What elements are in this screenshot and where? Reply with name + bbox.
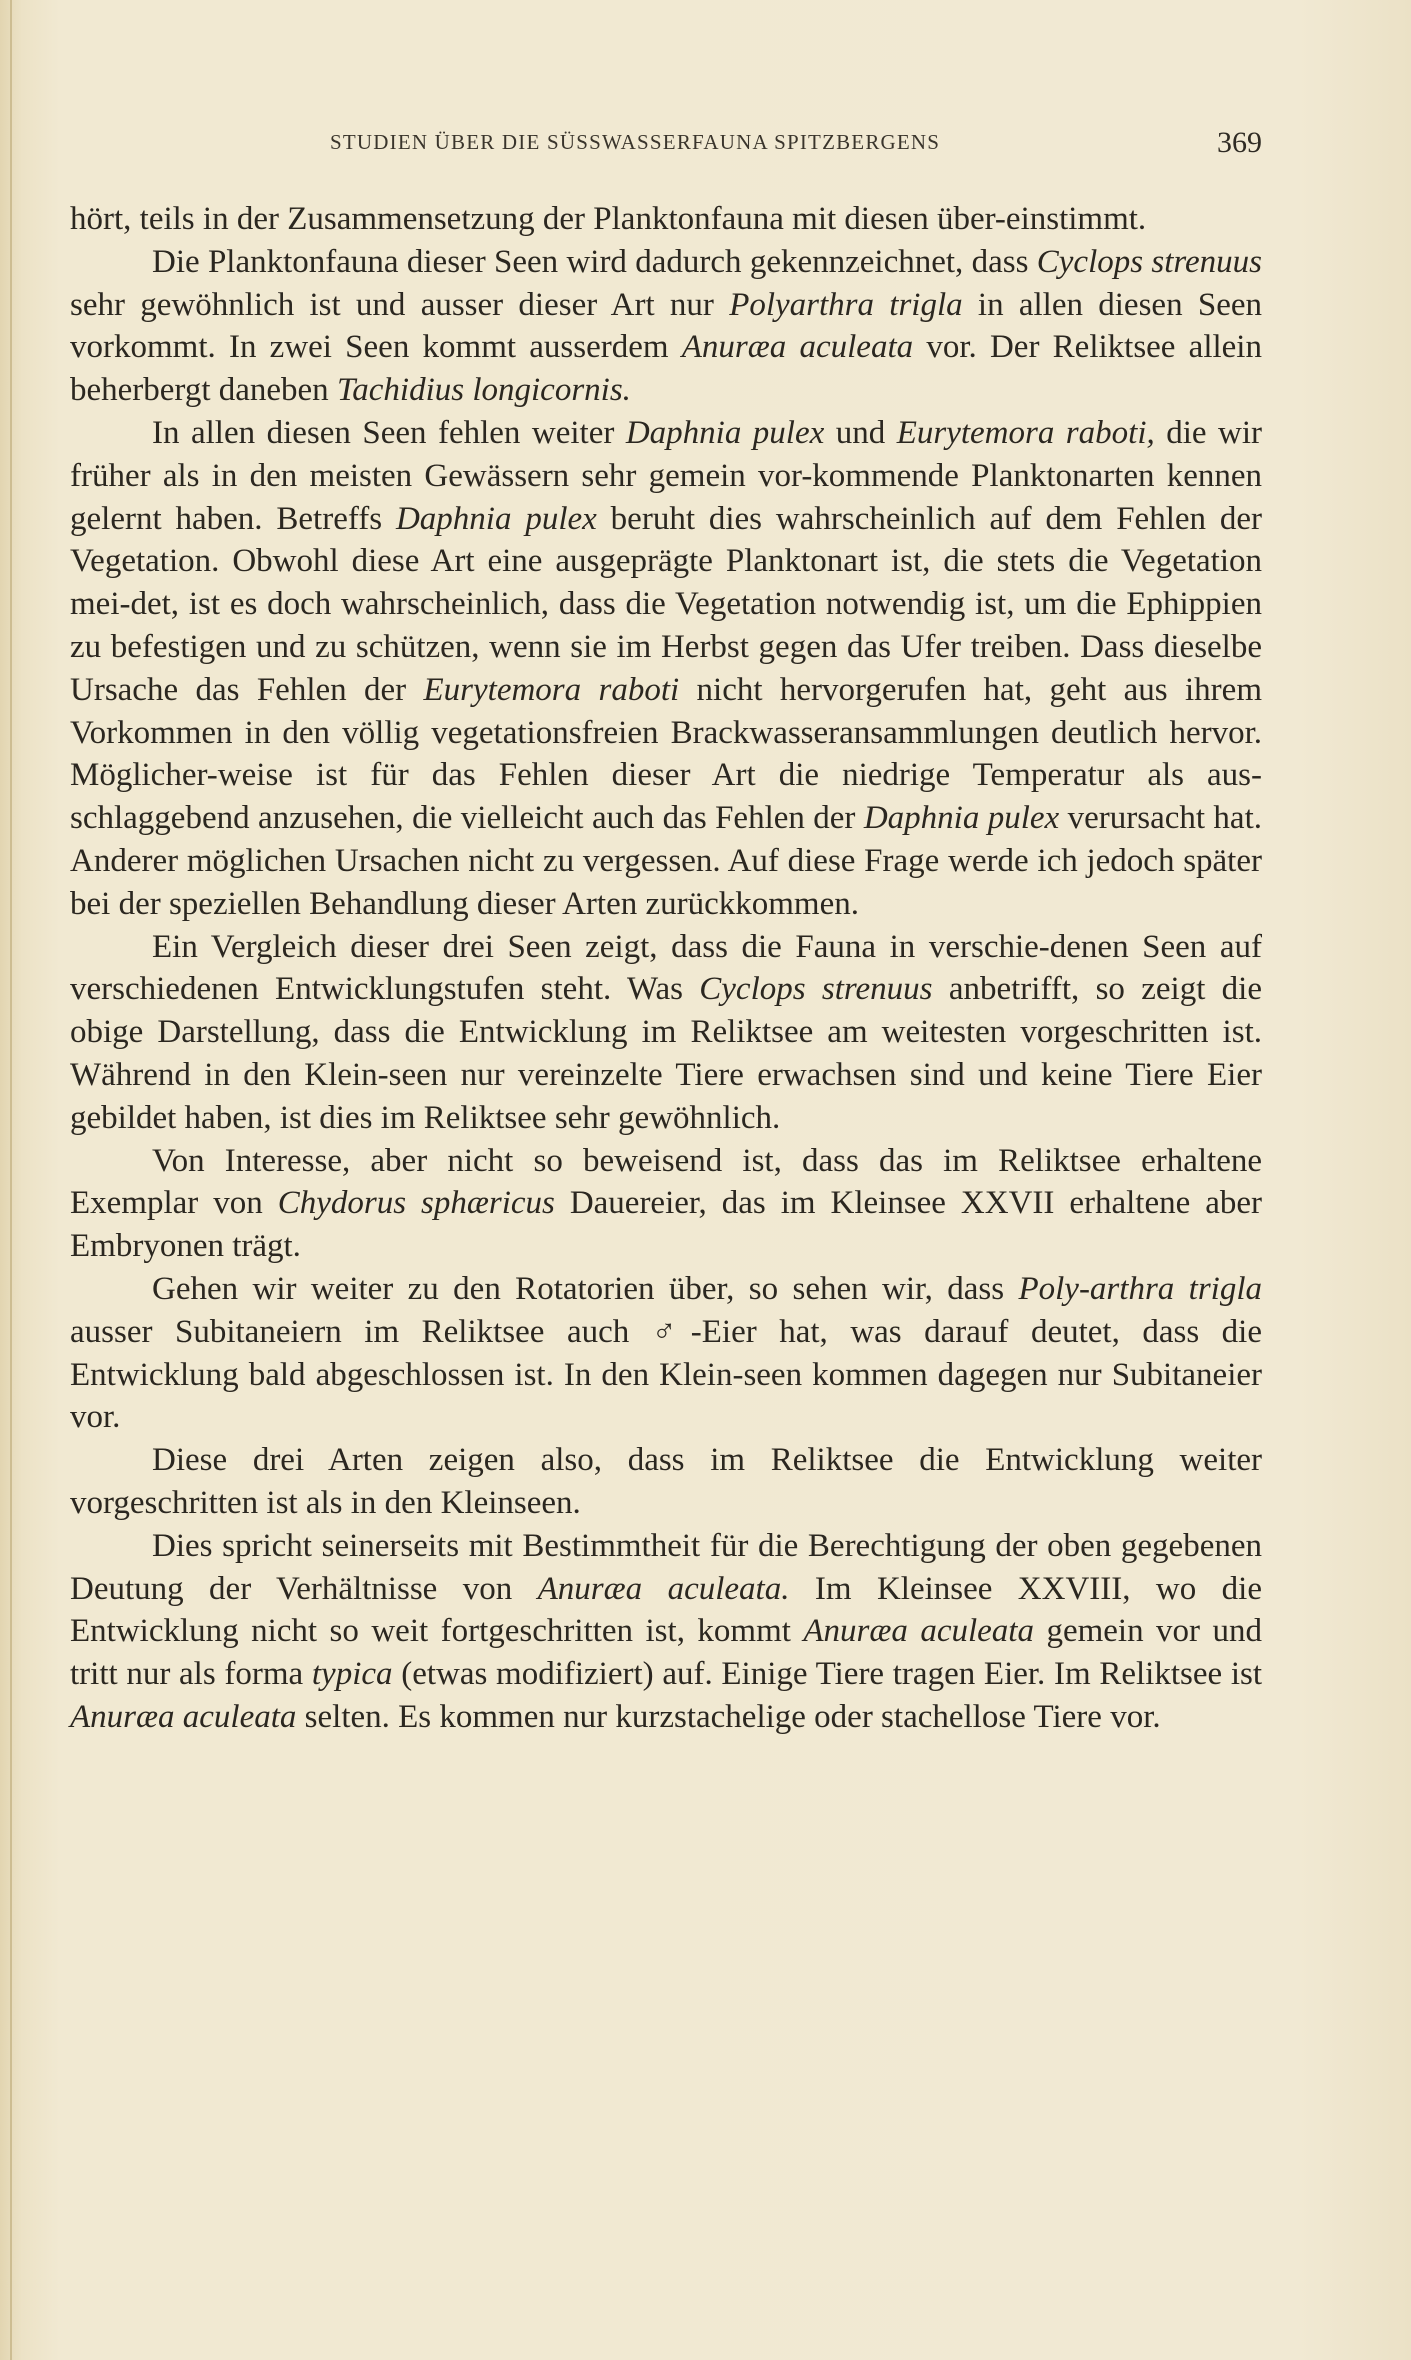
text-run: Ein Vergleich dieser drei Seen zeigt, dass die Fauna in verschie-denen Seen auf verschiedenen Entwicklungstufen steht. Was bbox=[70, 928, 1262, 1008]
species-name: Chydorus sphæricus bbox=[277, 1185, 555, 1222]
text-run: Gehen wir weiter zu den Rotatorien über, so sehen wir, dass bbox=[152, 1270, 1019, 1307]
species-name: Daphnia pulex bbox=[863, 800, 1060, 837]
body-text bbox=[70, 198, 1262, 1739]
text-run: sehr gewöhnlich ist und ausser dieser Art nur bbox=[70, 286, 730, 323]
running-title: STUDIEN ÜBER DIE SÜSSWASSERFAUNA SPITZBERGENS bbox=[330, 130, 941, 154]
paragraph bbox=[70, 1268, 1262, 1439]
text-run: Von Interesse, aber nicht so beweisend ist, dass das im Reliktsee erhaltene Exemplar von bbox=[70, 1142, 1262, 1222]
text-run: nicht hervorgerufen hat, geht aus ihrem Vorkommen in den völlig vegetationsfreien Brackwasseransammlungen deutlich hervor. Möglicher-weise ist für das Fehlen dieser Art die niedrige Temperatur als aus-schlaggebend anzusehen, die vielleicht auch das Fehlen der bbox=[70, 671, 1262, 837]
species-name: Daphnia pulex bbox=[625, 414, 825, 451]
text-run: Diese drei Arten zeigen also, dass im Reliktsee die Entwicklung weiter vorgeschritten ist als in den Kleinseen. bbox=[70, 1442, 1262, 1521]
text-run: anbetrifft, so zeigt die obige Darstellung, dass die Entwicklung im Reliktsee am weitesten vorgeschritten ist. Während in den Klein-seen nur vereinzelte Tiere erwachsen sind und keine Tiere Eier gebildet haben, ist dies im Reliktsee sehr gewöhnlich. bbox=[70, 971, 1262, 1136]
species-name: Eurytemora raboti, bbox=[896, 414, 1155, 451]
paragraph bbox=[70, 412, 1262, 926]
text-run: gemein vor und tritt nur als forma bbox=[70, 1613, 1262, 1693]
species-name: Daphnia pulex bbox=[395, 500, 597, 537]
species-name: typica bbox=[311, 1656, 393, 1693]
page-header bbox=[70, 126, 1262, 166]
text-run: hört, teils in der Zusammensetzung der Planktonfauna mit diesen über-einstimmt. bbox=[70, 201, 1147, 237]
paragraph bbox=[70, 926, 1262, 1140]
text-run: ausser Subitaneiern im Reliktsee auch ♂-Eier hat, was darauf deutet, dass die Entwicklung bald abgeschlossen ist. In den Klein-seen kommen dagegen nur Subitaneier vor. bbox=[70, 1313, 1262, 1436]
text-run: Dauereier, das im Kleinsee XXVII erhaltene aber Embryonen trägt. bbox=[70, 1185, 1262, 1265]
species-name: Polyarthra trigla bbox=[729, 286, 963, 323]
text-run: Dies spricht seinerseits mit Bestimmtheit für die Berechtigung der oben gegebenen Deutung der Verhältnisse von bbox=[70, 1527, 1262, 1607]
text-run: In allen diesen Seen fehlen weiter bbox=[152, 414, 626, 451]
text-run: Die Planktonfauna dieser Seen wird dadurch gekennzeichnet, dass bbox=[152, 243, 1037, 280]
species-name: Anuræa aculeata bbox=[803, 1613, 1034, 1650]
species-name: Cyclops strenuus bbox=[1036, 243, 1263, 280]
species-name: Anuræa aculeata bbox=[70, 1698, 297, 1735]
text-run: vor. Der Reliktsee allein beherbergt daneben bbox=[70, 329, 1262, 409]
species-name: Poly-arthra trigla bbox=[1018, 1270, 1262, 1307]
paragraph bbox=[70, 1525, 1262, 1739]
text-run: (etwas modifiziert) auf. Einige Tiere tragen Eier. Im Reliktsee ist bbox=[392, 1656, 1263, 1693]
text-run: verursacht hat. Anderer möglichen Ursachen nicht zu vergessen. Auf diese Frage werde ich jedoch später bei der speziellen Behandlung dieser Arten zurückkommen. bbox=[70, 800, 1262, 922]
text-run: selten. Es kommen nur kurzstachelige oder stachellose Tiere vor. bbox=[296, 1698, 1161, 1735]
page-number: 369 bbox=[1217, 126, 1262, 159]
species-name: Cyclops strenuus bbox=[699, 971, 933, 1008]
text-run: beruht dies wahrscheinlich auf dem Fehlen der Vegetation. Obwohl diese Art eine ausgeprägte Planktonart ist, die stets die Vegetation mei-det, ist es doch wahrscheinlich, dass die Vegetation notwendig ist, um die Ephippien zu befestigen und zu schützen, wenn sie im Herbst gegen das Ufer treiben. Dass dieselbe Ursache das Fehlen der bbox=[70, 500, 1263, 708]
binding-edge bbox=[10, 0, 12, 2360]
paragraph bbox=[70, 198, 1262, 241]
paragraph bbox=[70, 1140, 1262, 1268]
species-name: Anuræa aculeata bbox=[681, 329, 914, 366]
text-run: in allen diesen Seen vorkommt. In zwei Seen kommt ausserdem bbox=[70, 286, 1262, 366]
paragraph bbox=[70, 1439, 1262, 1525]
text-run: die wir früher als in den meisten Gewässern sehr gemein vor-kommende Planktonarten kennen gelernt haben. Betreffs bbox=[70, 414, 1262, 537]
text-run: Im Kleinsee XXVIII, wo die Entwicklung nicht so weit fortgeschritten ist, kommt bbox=[70, 1570, 1262, 1650]
paragraph bbox=[70, 241, 1262, 412]
species-name: Tachidius longicornis. bbox=[336, 372, 631, 409]
text-run: und bbox=[824, 414, 897, 451]
species-name: Anuræa aculeata. bbox=[537, 1570, 790, 1607]
species-name: Eurytemora raboti bbox=[423, 671, 680, 708]
